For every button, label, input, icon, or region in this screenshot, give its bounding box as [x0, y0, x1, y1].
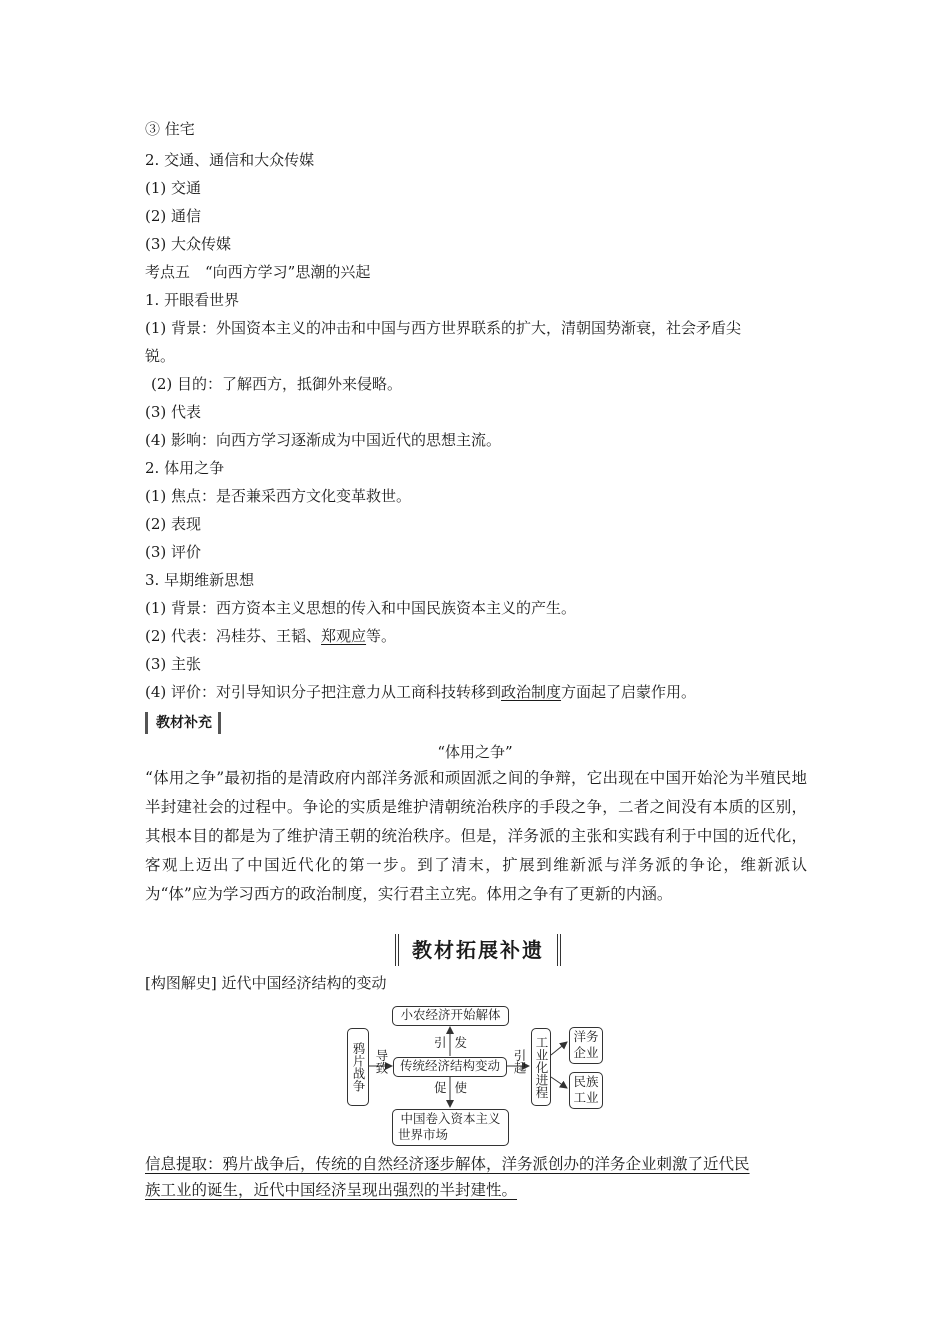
info-text-2: 族工业的诞生，近代中国经济呈现出强烈的半封建性。	[145, 1181, 518, 1199]
westernization-enterprise-text: 洋务企业	[573, 1029, 599, 1060]
top-box: 小农经济开始解体	[392, 1006, 509, 1026]
westernization-enterprise-box	[569, 1027, 603, 1064]
text-line: (1) 背景：外国资本主义的冲击和中国与西方世界联系的扩大，清朝国势渐衰，社会矛盾尖	[145, 319, 742, 337]
cause-label: 引起	[512, 1049, 527, 1074]
text-line: (3) 代表	[145, 403, 202, 421]
text-line: 3. 早期维新思想	[145, 571, 255, 589]
text-line: ③ 住宅	[145, 120, 195, 138]
arrow-to-national-industry	[551, 1077, 567, 1088]
info-text-1: 鸦片战争后，传统的自然经济逐步解体，洋务派创办的洋务企业刺激了近代民	[222, 1155, 750, 1173]
industrialization-text: 工业化进程	[534, 1035, 549, 1099]
text-line: 2. 交通、通信和大众传媒	[145, 151, 315, 169]
diagram-caption: [构图解史] 近代中国经济结构的变动	[145, 974, 387, 992]
text-line: (3) 大众传媒	[145, 235, 232, 253]
text-line: (4) 评价：对引导知识分子把注意力从工商科技转移到政治制度方面起了启蒙作用。	[145, 683, 697, 701]
national-industry-box	[569, 1072, 603, 1109]
text-line: (1) 交通	[145, 179, 202, 197]
text-line: (2) 表现	[145, 515, 202, 533]
info-label: 信息提取：	[145, 1155, 223, 1173]
supplement-title: “体用之争”	[437, 743, 513, 761]
national-industry-text: 民族工业	[573, 1074, 599, 1105]
trigger-label: 引 发	[434, 1035, 469, 1050]
opium-war-text: 鸦片战争	[351, 1042, 366, 1092]
text-line: (3) 主张	[145, 655, 202, 673]
industrialization-box	[531, 1028, 551, 1106]
bottom-box	[392, 1109, 509, 1146]
section-heading: 考点五 “向西方学习”思潮的兴起	[145, 263, 371, 281]
bottom-box-line-2: 世界市场	[398, 1127, 449, 1142]
text-line: (2) 代表：冯桂芬、王韬、郑观应等。	[145, 627, 397, 645]
lead-to-label: 导致	[374, 1049, 389, 1074]
text-line: 锐。	[145, 347, 176, 365]
center-box: 传统经济结构变动	[393, 1057, 507, 1077]
text-line: (3) 评价	[145, 543, 202, 561]
text-line: (1) 背景：西方资本主义思想的传入和中国民族资本主义的产生。	[145, 599, 577, 617]
opium-war-box	[347, 1028, 369, 1106]
text-line: 1. 开眼看世界	[145, 291, 240, 309]
supplement-paragraph: “体用之争”最初指的是清政府内部洋务派和顽固派之间的争辩，它出现在中国开始沦为半殖民地半封建社会的过程中。争论的实质是维护清朝统治秩序的手段之争，二者之间没有本质的区别，其根本目的都是为了维护清王朝的统治秩序。但是，洋务派的主张和实践有利于中国的近代化，客观上迈出了中国近代化的第一步。到了清末，扩展到维新派与洋务派的争论，维新派认为“体”应为学习西方的政治制度，实行君主立宪。体用之争有了更新的内涵。	[145, 769, 807, 903]
text-line: (1) 焦点：是否兼采西方文化变革救世。	[145, 487, 412, 505]
section-banner: 教材拓展补遗	[395, 934, 561, 966]
info-extract	[145, 1151, 810, 1203]
text-line: (4) 影响：向西方学习逐渐成为中国近代的思想主流。	[145, 431, 502, 449]
promote-label: 促 使	[434, 1080, 469, 1095]
supplement-label: 教材补充	[145, 712, 221, 734]
underlined-answer: 郑观应	[321, 627, 367, 645]
text-line: 2. 体用之争	[145, 459, 225, 477]
underlined-answer: 政治制度	[501, 683, 562, 701]
text-line: (2) 通信	[145, 207, 202, 225]
bottom-box-line-1: 中国卷入资本主义	[400, 1111, 501, 1126]
text-line: (2) 目的：了解西方，抵御外来侵略。	[151, 375, 403, 393]
arrow-to-westernization	[551, 1042, 567, 1055]
